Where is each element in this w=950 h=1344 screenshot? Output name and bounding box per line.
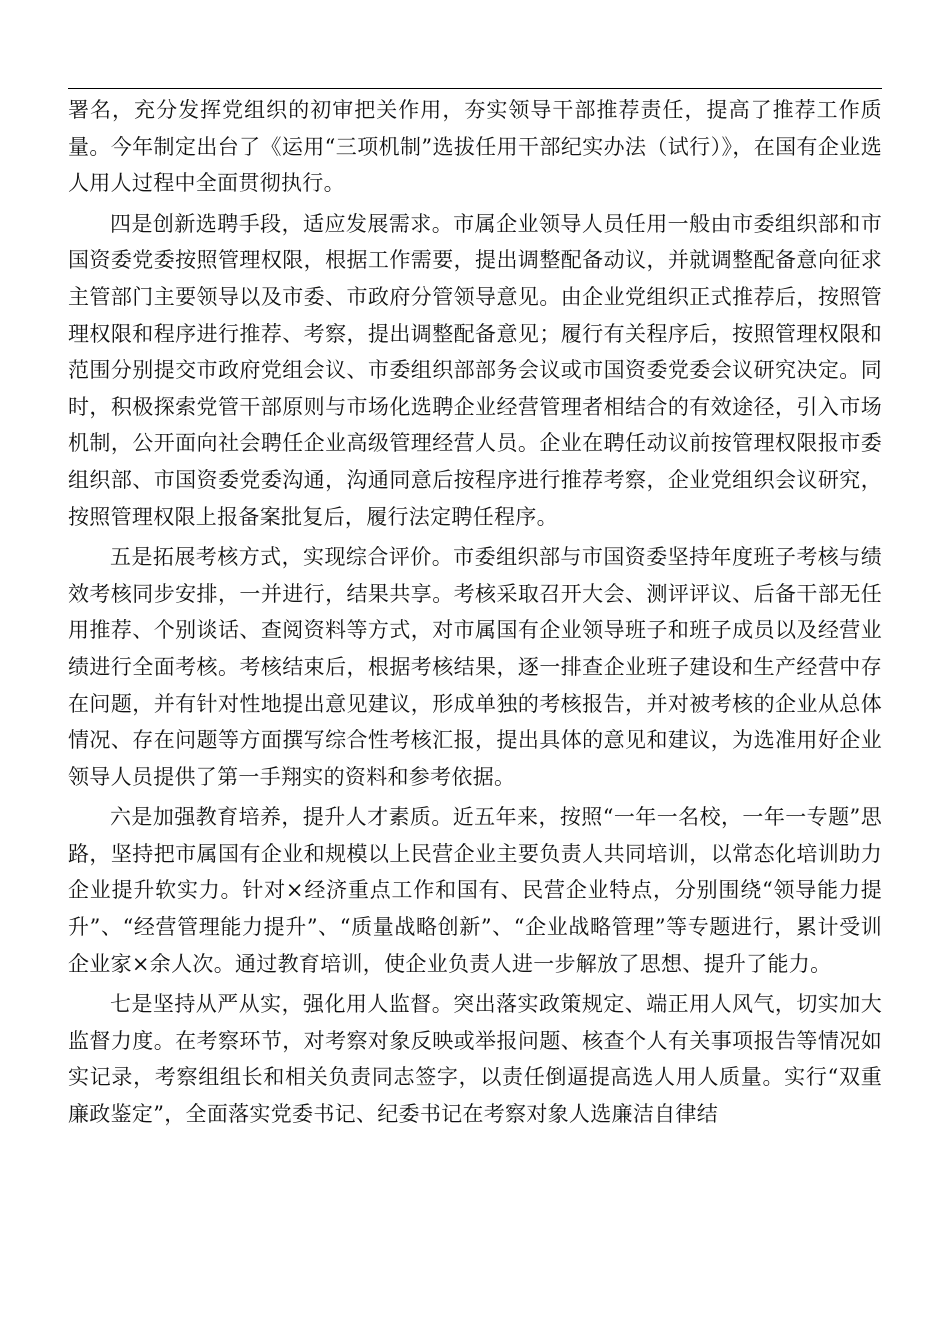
paragraph-supervision: 七是坚持从严从实，强化用人监督。突出落实政策规定、端正用人风气，切实加大监督力度。在考察环节，对考察对象反映或举报问题、核查个人有关事项报告等情况如实记录，考察组组长和相关负责同志签字，以责任倒逼提高选人用人质量。实行“双重廉政鉴定”，全面落实党委书记、纪委书记在考察对象人选廉洁自律结: [68, 992, 882, 1127]
paragraph-education-training: 六是加强教育培养，提升人才素质。近五年来，按照“一年一名校，一年一专题”思路，坚持把市属国有企业和规模以上民营企业主要负责人共同培训，以常态化培训助力企业提升软实力。针对×经济重点工作和国有、民营企业特点，分别围绕“领导能力提升”、“经营管理能力提升”、“质量战略创新”、“企业战略管理”等专题进行，累计受训企业家×余人次。通过教育培训，使企业负责人进一步解放了思想、提升了能力。: [68, 805, 882, 976]
paragraph-selection-methods: 四是创新选聘手段，适应发展需求。市属企业领导人员任用一般由市委组织部和市国资委党委按照管理权限，根据工作需要，提出调整配备动议，并就调整配备意向征求主管部门主要领导以及市委、市政府分管领导意见。由企业党组织正式推荐后，按照管理权限和程序进行推荐、考察，提出调整配备意见；履行有关程序后，按照管理权限和范围分别提交市政府党组会议、市委组织部部务会议或市国资委党委会议研究决定。同时，积极探索党管干部原则与市场化选聘企业经营管理者相结合的有效途径，引入市场机制，公开面向社会聘任企业高级管理经营人员。企业在聘任动议前按管理权限报市委组织部、市国资委党委沟通，沟通同意后按程序进行推荐考察，企业党组织会议研究，按照管理权限上报备案批复后，履行法定聘任程序。: [68, 211, 882, 529]
paragraph-assessment-methods: 五是拓展考核方式，实现综合评价。市委组织部与市国资委坚持年度班子考核与绩效考核同步安排，一并进行，结果共享。考核采取召开大会、测评评议、后备干部无任用推荐、个别谈话、查阅资料等方式，对市属国有企业领导班子和班子成员以及经营业绩进行全面考核。考核结束后，根据考核结果，逐一排查企业班子建设和生产经营中存在问题，并有针对性地提出意见建议，形成单独的考核报告，并对被考核的企业从总体情况、存在问题等方面撰写综合性考核汇报，提出具体的意见和建议，为选准用好企业领导人员提供了第一手翔实的资料和参考依据。: [68, 545, 882, 789]
document-body: [68, 92, 882, 1133]
paragraph-continuation: 署名，充分发挥党组织的初审把关作用，夯实领导干部推荐责任，提高了推荐工作质量。今年制定出台了《运用“三项机制”选拔任用干部纪实办法（试行）》，在国有企业选人用人过程中全面贯彻执行。: [68, 98, 882, 196]
header-rule: [68, 88, 882, 89]
